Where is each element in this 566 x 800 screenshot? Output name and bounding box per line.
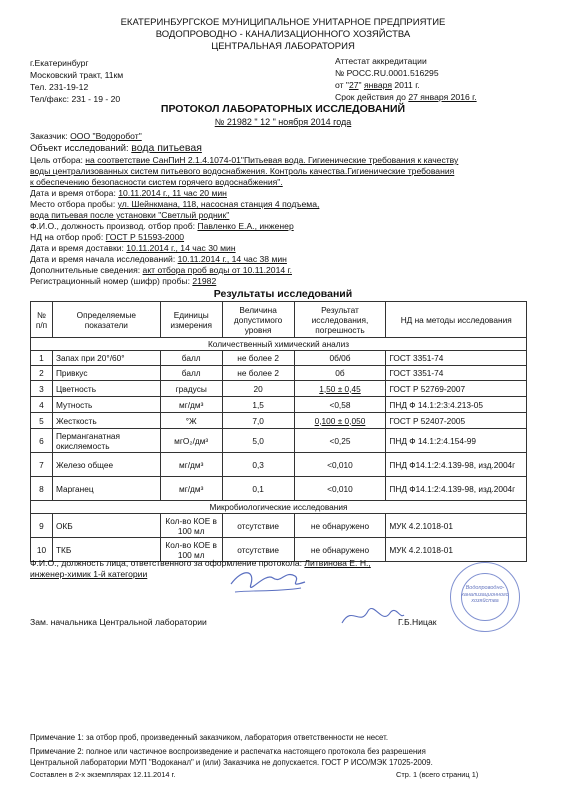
sampling-place: Место отбора пробы: ул. Шейнкмана, 118, насосная станция 4 подъема, xyxy=(30,199,320,209)
col-header-limit: Величина допустимого уровня xyxy=(222,302,294,338)
contact-address: Московский тракт, 11км xyxy=(30,70,124,80)
cell-result: <0,25 xyxy=(294,429,386,453)
cell-number: 5 xyxy=(31,413,53,429)
cell-method: ГОСТ 3351-74 xyxy=(386,366,527,381)
extra-info: Дополнительные сведения: акт отбора проб воды от 10.11.2014 г. xyxy=(30,265,292,275)
cell-indicator: Запах при 20°/60° xyxy=(52,351,160,366)
accreditation-date: от "27" января 2011 г. xyxy=(335,80,420,90)
head-name: Г.Б.Ницак xyxy=(398,617,437,627)
results-table xyxy=(30,301,527,562)
signature-head xyxy=(338,597,408,635)
cell-unit: Кол-во КОЕ в 100 мл xyxy=(160,514,222,538)
cell-indicator: ОКБ xyxy=(52,514,160,538)
cell-method: ПНД Ф14.1:2:4.139-98, изд.2004г xyxy=(386,453,527,477)
cell-result: <0,010 xyxy=(294,453,386,477)
sampling-nd: НД на отбор проб: ГОСТ Р 51593-2000 xyxy=(30,232,185,242)
contact-tel: Тел. 231-19-12 xyxy=(30,82,89,92)
protocol-number: № 21982 " 12 " ноября 2014 года xyxy=(214,117,352,127)
org-name-line2: ВОДОПРОВОДНО - КАНАЛИЗАЦИОННОГО ХОЗЯЙСТВА xyxy=(155,29,411,40)
cell-number: 4 xyxy=(31,397,53,413)
col-header-number: № п/п xyxy=(31,302,53,338)
cell-method: ГОСТ Р 52769-2007 xyxy=(386,381,527,397)
contact-fax: Тел/факс: 231 - 19 - 20 xyxy=(30,94,121,104)
table-row xyxy=(31,514,527,538)
cell-result: 1,50 ± 0,45 xyxy=(294,381,386,397)
purpose-line3: к обеспечению безопасности систем горячего водоснабжения". xyxy=(30,177,283,187)
cell-unit: градусы xyxy=(160,381,222,397)
cell-method: ГОСТ 3351-74 xyxy=(386,351,527,366)
cell-indicator: Привкус xyxy=(52,366,160,381)
table-row xyxy=(31,381,527,397)
col-header-method: НД на методы исследования xyxy=(386,302,527,338)
cell-number: 9 xyxy=(31,514,53,538)
cell-unit: Кол-во КОЕ в 100 мл xyxy=(160,538,222,562)
delivery-datetime: Дата и время доставки: 10.11.2014 г., 14 час 30 мин xyxy=(30,243,236,253)
page-counter: Стр. 1 (всего страниц 1) xyxy=(396,770,479,779)
cell-limit: отсутствие xyxy=(222,514,294,538)
cell-result: не обнаружено xyxy=(294,538,386,562)
cell-limit: 1,5 xyxy=(222,397,294,413)
cell-indicator: Марганец xyxy=(52,477,160,501)
cell-method: МУК 4.2.1018-01 xyxy=(386,514,527,538)
cell-result: <0,010 xyxy=(294,477,386,501)
object: Объект исследований: вода питьевая xyxy=(30,142,202,154)
sampling-place-line2: вода питьевая после установки "Светлый родник" xyxy=(30,210,230,220)
col-header-unit: Единицы измерения xyxy=(160,302,222,338)
cell-number: 10 xyxy=(31,538,53,562)
signature-engineer xyxy=(225,562,310,604)
registration-number: Регистрационный номер (шифр) пробы: 21982 xyxy=(30,276,217,286)
note-2-line1: Примечание 2: полное или частичное воспроизведение и распечатка настоящего протокола без разрешения xyxy=(30,747,426,756)
responsible-position: инженер-химик 1-й категории xyxy=(30,569,148,579)
accreditation-title: Аттестат аккредитации xyxy=(335,56,427,66)
table-row xyxy=(31,397,527,413)
purpose-line2: воды централизованных систем питьевого водоснабжения. Контроль качества.Гигиенические требования xyxy=(30,166,455,176)
cell-result: 0б xyxy=(294,366,386,381)
cell-unit: балл xyxy=(160,351,222,366)
table-row xyxy=(31,351,527,366)
cell-method: ПНД Ф 14.1:2:4.154-99 xyxy=(386,429,527,453)
cell-indicator: Мутность xyxy=(52,397,160,413)
copies-info: Составлен в 2-х экземплярах 12.11.2014 г. xyxy=(30,770,176,779)
cell-indicator: ТКБ xyxy=(52,538,160,562)
cell-number: 6 xyxy=(31,429,53,453)
purpose: Цель отбора: на соответствие СанПиН 2.1.4.1074-01"Питьевая вода. Гигиенические требования к качеству xyxy=(30,155,459,165)
cell-limit: 7,0 xyxy=(222,413,294,429)
cell-number: 7 xyxy=(31,453,53,477)
table-row xyxy=(31,429,527,453)
org-name-line1: ЕКАТЕРИНБУРГСКОЕ МУНИЦИПАЛЬНОЕ УНИТАРНОЕ ПРЕДПРИЯТИЕ xyxy=(120,17,446,28)
cell-method: ПНД Ф14.1:2:4.139-98, изд.2004г xyxy=(386,477,527,501)
org-name-line3: ЦЕНТРАЛЬНАЯ ЛАБОРАТОРИЯ xyxy=(211,41,355,52)
cell-method: МУК 4.2.1018-01 xyxy=(386,538,527,562)
col-header-indicator: Определяемые показатели xyxy=(52,302,160,338)
cell-result: <0,58 xyxy=(294,397,386,413)
cell-number: 3 xyxy=(31,381,53,397)
table-row xyxy=(31,453,527,477)
cell-result: 0б/0б xyxy=(294,351,386,366)
cell-method: ПНД Ф 14.1:2:3:4.213-05 xyxy=(386,397,527,413)
table-row xyxy=(31,366,527,381)
table-row xyxy=(31,477,527,501)
contact-city: г.Екатеринбург xyxy=(30,58,89,68)
accreditation-number: № РОСС.RU.0001.516295 xyxy=(335,68,439,78)
cell-unit: балл xyxy=(160,366,222,381)
results-title: Результаты исследований xyxy=(213,288,353,300)
table-row xyxy=(31,413,527,429)
cell-unit: мгО₂/дм³ xyxy=(160,429,222,453)
cell-indicator: Перманганатная окисляемость xyxy=(52,429,160,453)
cell-number: 8 xyxy=(31,477,53,501)
section-micro: Микробиологические исследования xyxy=(31,501,527,514)
cell-limit: отсутствие xyxy=(222,538,294,562)
cell-result: 0,100 ± 0,050 xyxy=(294,413,386,429)
cell-limit: 20 xyxy=(222,381,294,397)
cell-limit: 0,3 xyxy=(222,453,294,477)
cell-unit: мг/дм³ xyxy=(160,477,222,501)
note-2-line2: Центральной лаборатории МУП "Водоканал" и (или) Заказчика не допускается. ГОСТ Р ИСО/МЭК 17025-2009. xyxy=(30,758,433,767)
sampler: Ф.И.О., должность производ. отбор проб: Павленко Е.А., инженер xyxy=(30,221,294,231)
sampling-datetime: Дата и время отбора: 10.11.2014 г., 11 час 20 мин xyxy=(30,188,227,198)
section-chemical: Количественный химический анализ xyxy=(31,338,527,351)
cell-indicator: Железо общее xyxy=(52,453,160,477)
cell-indicator: Жесткость xyxy=(52,413,160,429)
start-datetime: Дата и время начала исследований: 10.11.2014 г., 14 час 38 мин xyxy=(30,254,287,264)
accreditation-term: Срок действия до 27 января 2016 г. xyxy=(335,92,477,102)
cell-limit: 5,0 xyxy=(222,429,294,453)
cell-limit: не более 2 xyxy=(222,366,294,381)
customer: Заказчик: ООО "Водоробот" xyxy=(30,131,142,141)
cell-result: не обнаружено xyxy=(294,514,386,538)
lab-stamp: Водопроводно-канализационного хозяйства xyxy=(450,562,520,632)
cell-limit: 0,1 xyxy=(222,477,294,501)
cell-unit: мг/дм³ xyxy=(160,397,222,413)
col-header-result: Результат исследования, погрешность xyxy=(294,302,386,338)
cell-indicator: Цветность xyxy=(52,381,160,397)
protocol-title: ПРОТОКОЛ ЛАБОРАТОРНЫХ ИССЛЕДОВАНИЙ xyxy=(160,103,406,115)
cell-number: 2 xyxy=(31,366,53,381)
cell-limit: не более 2 xyxy=(222,351,294,366)
head-position: Зам. начальника Центральной лаборатории xyxy=(30,617,207,627)
cell-unit: мг/дм³ xyxy=(160,453,222,477)
note-1: Примечание 1: за отбор проб, произведенный заказчиком, лаборатория ответственности не несет. xyxy=(30,733,388,742)
cell-method: ГОСТ Р 52407-2005 xyxy=(386,413,527,429)
responsible-person: Ф.И.О., должность лица, ответственного за оформление протокола: Литвинова Е. Н., xyxy=(30,558,371,568)
cell-number: 1 xyxy=(31,351,53,366)
cell-unit: °Ж xyxy=(160,413,222,429)
